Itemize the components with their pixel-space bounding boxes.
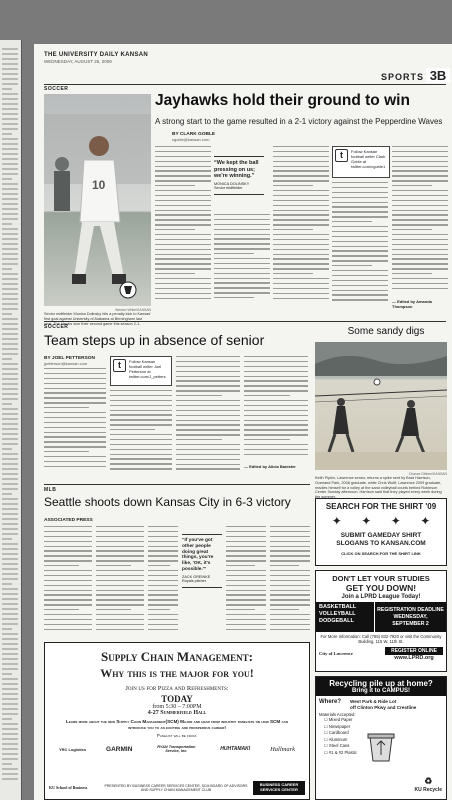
second-story-col-3 (176, 356, 240, 474)
mlb-col-4 (226, 526, 266, 636)
second-section-tag: SOCCER (44, 324, 69, 330)
mlb-col-2 (96, 526, 144, 636)
twitter-icon: t (113, 359, 126, 372)
feature-caption (315, 472, 447, 500)
shirt-ad-line1: SUBMIT GAMEDAY SHIRT (340, 532, 422, 539)
second-headline: Team steps up in absence of senior (44, 332, 265, 348)
top-byline-email: cgoble@kansan.com (172, 137, 210, 142)
masthead-rule (44, 84, 446, 85)
top-story-col-1 (155, 146, 211, 306)
recycle-material: ☐ Steel Cans (324, 743, 350, 749)
ku-recycle-logo-text: KU Recycle (414, 787, 442, 793)
sand-volleyball-photo (315, 342, 447, 470)
jayhawk-icon: ✦ (390, 514, 401, 528)
lprd-deadline: REGISTRATION DEADLINE WEDNESDAY, SEPTEMBER 2 (374, 602, 446, 632)
mlb-col-3 (148, 526, 178, 636)
top-deck: A strong start to the game resulted in a 2-1 victory against the Pepperdine Waves (155, 117, 443, 126)
lprd-info: For More Information: Call (785) 832-7920 or visit the Community Building, 115 W. 11th St. (320, 634, 442, 645)
top-pull-quote-text: “We kept the ball pressing on us; we're winning.” (214, 160, 259, 180)
second-story-col-1 (44, 368, 106, 474)
top-section-tag: SOCCER (44, 86, 69, 92)
checkbox-icon: ☐ (324, 723, 329, 729)
recycle-where-row (316, 699, 446, 710)
scm-panelists-label: Panelist will be from: (156, 733, 198, 739)
scm-title: Supply Chain Management: (101, 649, 253, 664)
scm-day: TODAY (161, 694, 193, 704)
hallmark-logo: Hallmark (270, 745, 296, 753)
mlb-col-1 (44, 526, 92, 636)
mlb-byline: ASSOCIATED PRESS (44, 518, 93, 523)
top-follow-text: Follow Kansan football writer Clark Goble at twitter.com/cgoble1 (351, 149, 386, 169)
top-headline: Jayhawks hold their ground to win (155, 92, 410, 109)
top-story-col-5 (392, 146, 448, 296)
mlb-pull-quote-credit: ZACK GREINKE Royals pitcher (182, 574, 211, 584)
mlb-pull-quote (182, 534, 222, 588)
mlb-pull-quote-text: “If you've got other people doing great things, you're like, 'OK, it's possible.'” (182, 538, 214, 572)
lprd-city: City of Lawrence (319, 651, 353, 656)
lprd-url[interactable]: www.LPRD.org (394, 654, 434, 661)
recycle-material: ☐ #1 & #2 Plastic (324, 749, 357, 755)
top-pull-quote-credit: MONICA DOLINSKY Senior midfielder (214, 181, 250, 191)
jayhawk-icon: ✦ (420, 514, 431, 528)
paper-name: THE UNIVERSITY DAILY KANSAN (44, 52, 149, 58)
second-byline (44, 356, 95, 366)
shirt-ad-title: SEARCH FOR THE SHIRT '09 (325, 502, 437, 511)
lprd-line3: Join a LPRD League Today! (341, 594, 421, 600)
shirt-ad-line2: SLOGANS TO KANSAN.COM (336, 539, 426, 547)
top-edited-by: — Edited by Amanda Thompson (392, 299, 432, 309)
bcsc-logo: BUSINESS CAREER SERVICES CENTER (253, 781, 305, 795)
second-story-col-2 (110, 390, 172, 474)
second-story-col-4 (244, 356, 308, 460)
jersey-number: 10 (92, 178, 106, 192)
twitter-icon: t (335, 149, 348, 162)
lprd-footer (316, 647, 446, 661)
recycle-where-label: Where? (319, 699, 342, 705)
recycle-material: ☐ Cardboard (324, 730, 349, 736)
scm-time: from 5:30 – 7:00PM (152, 704, 202, 710)
checkbox-icon: ☐ (324, 743, 329, 749)
feature-caption-text: Keith Pipkin, Lawrence senior, returns a spike sent by Brad Harrison, Overland Park, 2008 graduate, while Chris Wolff, Lawrence 2009 graduate, readies himself for a volley at the sand volleyball courts behind Robinson Center Sunday afternoon. Harrison said that they played every week during (315, 476, 442, 495)
top-byline (172, 132, 215, 142)
ku-recycle-logo (414, 776, 442, 793)
recycle-material: ☐ Mixed Paper (324, 717, 353, 723)
scm-subtitle: Why this is the major for you! (100, 666, 254, 680)
ryan-logo: RYAN Transportation Service, Inc. (157, 745, 196, 754)
recycle-title: Recycling pile up at home? (329, 679, 433, 688)
jayhawk-icons (322, 514, 440, 529)
top-follow-box (332, 146, 390, 178)
garmin-logo: GARMIN (106, 745, 133, 753)
recycle-material: ☐ Newspaper (324, 723, 351, 729)
second-edited-by: — Edited by Alicia Banister (244, 464, 296, 469)
mlb-headline: Seattle shoots down Kansas City in 6-3 victory (44, 495, 291, 509)
recycle-material: ☐ Aluminum (324, 736, 348, 742)
lprd-ad[interactable] (315, 570, 447, 672)
recycling-bin-icon (364, 729, 398, 763)
feature-credit: Chance Dibben/KANSAN (408, 472, 447, 476)
top-story-col-3 (273, 146, 329, 306)
jayhawk-icon: ✦ (361, 514, 372, 528)
recycle-where-text: West Park & Ride Lot off Clinton Pkwy and Crestline (350, 699, 417, 710)
feature-headline: Some sandy digs (347, 326, 425, 337)
recycle-materials-label: Materials Accepted: (319, 712, 356, 718)
issue-date: WEDNESDAY, AUGUST 26, 2009 (44, 59, 112, 64)
scm-place: 4-27 Summerfield Hall (147, 710, 207, 716)
top-photo-caption-text: Senior midfielder Monica Dolinsky hits a penalty kick to Kansas' first goal against University of Alabama at Birmingham last year. The Hawks won their second game this season 2-1. (44, 312, 151, 326)
mlb-col-5 (270, 526, 310, 636)
scm-presented-by: PRESENTED BY BUSINESS CAREER SERVICES CENTER, SCM BOARD OF ADVISORS AND SUPPLY CHAIN MANAGEMENT CLUB (104, 784, 248, 793)
recycle-subtitle: Bring it to CAMPUS! (352, 688, 410, 694)
page-number: 3B (426, 68, 450, 83)
scm-invite: Join us for Pizza and Refreshments: (125, 685, 229, 692)
lprd-league-bar (316, 602, 446, 632)
checkbox-icon: ☐ (324, 730, 329, 736)
lprd-sports: BASKETBALL VOLLEYBALL DODGEBALL (319, 604, 357, 624)
checkbox-icon: ☐ (324, 736, 329, 742)
lprd-register-label: REGISTER ONLINE (385, 647, 443, 655)
ku-business-logo: KU School of Business (49, 785, 88, 790)
scm-sponsor-logos (49, 741, 305, 757)
yrc-logo: YRC Logistics (58, 746, 87, 752)
shirt-slogan-ad[interactable] (315, 498, 447, 566)
section-label: SPORTS (380, 72, 424, 82)
second-follow-box (110, 356, 172, 386)
top-story-col-2 (214, 214, 270, 306)
scm-blurb: Learn more about the new Supply Chain Management(SCM) Major and hear from industry panelists on how SCM can introduce you to an exciting and prosperous career! (66, 719, 288, 730)
top-pull-quote (214, 156, 264, 195)
top-byline-name: BY CLARK GOBLE (172, 132, 216, 137)
second-follow-text: Follow Kansan football writer Joel Petterson at twitter.com/J_petters (129, 359, 166, 379)
supply-chain-ad[interactable] (44, 642, 310, 800)
masthead (44, 52, 444, 74)
newspaper-page (34, 44, 452, 800)
adjacent-page-edge (0, 40, 22, 800)
lprd-line1: DON'T LET YOUR STUDIES (332, 574, 430, 583)
checkbox-icon: ☐ (324, 749, 329, 755)
checkbox-icon: ☐ (324, 717, 329, 723)
mlb-divider (44, 484, 310, 485)
recycle-header (316, 677, 446, 696)
second-byline-email: jpetterson@kansan.com (44, 361, 88, 366)
mlb-section-tag: MLB (44, 487, 57, 493)
section-divider (44, 321, 446, 322)
lprd-register[interactable] (385, 647, 443, 661)
shirt-ad-line3: CLICK ON SEARCH FOR THE SHIRT LINK (341, 550, 421, 556)
huhtamaki-logo: HUHTAMAKI (220, 746, 251, 753)
jayhawk-icon: ✦ (331, 514, 342, 528)
second-byline-name: BY JOEL PETTERSON (44, 356, 96, 361)
top-photo-credit: Weston White/KANSAN (115, 308, 151, 312)
recycling-ad[interactable] (315, 676, 447, 800)
soccer-player-photo (44, 94, 151, 306)
lprd-line2: GET YOU DOWN! (345, 583, 417, 593)
scm-footer (49, 781, 305, 795)
top-story-col-4 (332, 182, 388, 306)
recycle-icon: ♻ (424, 776, 433, 786)
